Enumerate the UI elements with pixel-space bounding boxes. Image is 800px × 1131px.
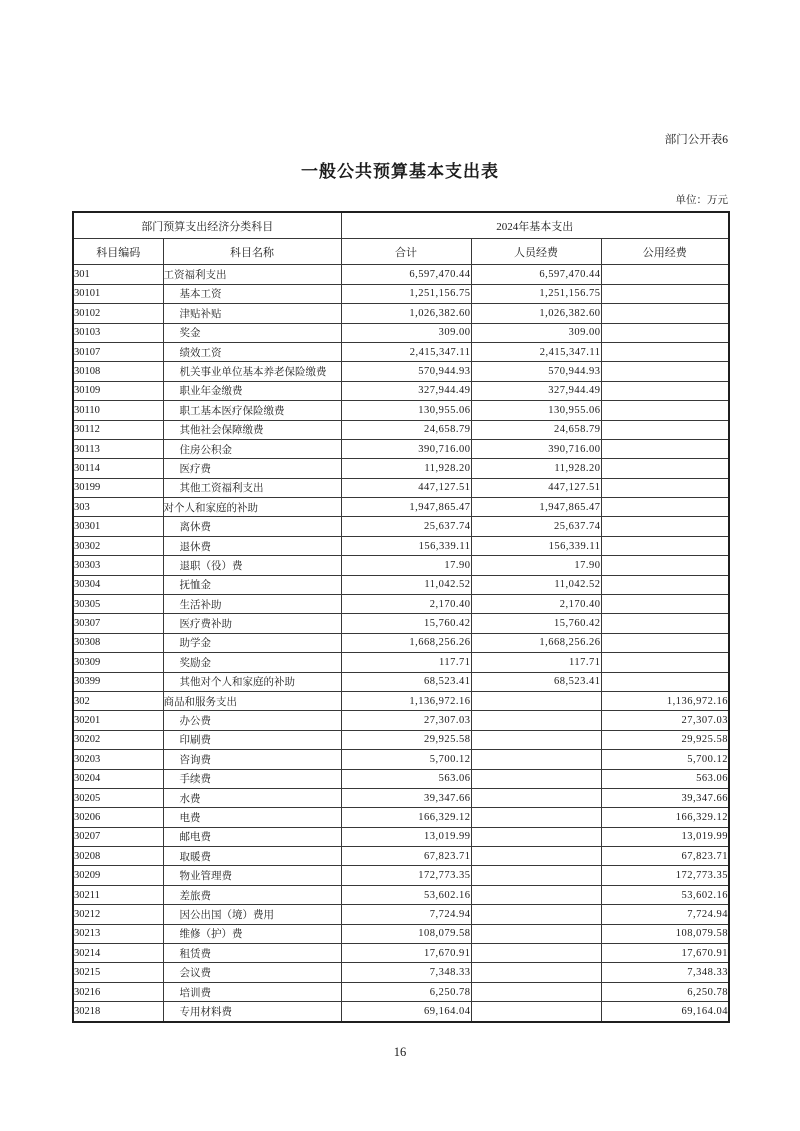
public-cell: 172,773.35 xyxy=(601,866,729,885)
code-cell: 30108 xyxy=(73,362,163,381)
code-cell: 30202 xyxy=(73,730,163,749)
personnel-cell: 15,760.42 xyxy=(471,614,601,633)
code-cell: 30308 xyxy=(73,633,163,652)
public-cell xyxy=(601,672,729,691)
public-cell xyxy=(601,401,729,420)
table-row xyxy=(73,711,729,730)
code-cell: 30203 xyxy=(73,750,163,769)
total-cell: 1,136,972.16 xyxy=(341,691,471,710)
personnel-cell xyxy=(471,827,601,846)
personnel-cell xyxy=(471,944,601,963)
personnel-cell xyxy=(471,730,601,749)
budget-table xyxy=(72,211,730,1022)
table-row xyxy=(73,827,729,846)
personnel-cell xyxy=(471,769,601,788)
table-row xyxy=(73,750,729,769)
table-row xyxy=(73,672,729,691)
personnel-cell: 327,944.49 xyxy=(471,381,601,400)
public-cell xyxy=(601,381,729,400)
name-cell: 物业管理费 xyxy=(163,866,341,885)
name-cell: 电费 xyxy=(163,808,341,827)
name-cell: 其他社会保障缴费 xyxy=(163,420,341,439)
name-cell: 水费 xyxy=(163,788,341,807)
public-cell: 67,823.71 xyxy=(601,847,729,866)
personnel-cell: 11,042.52 xyxy=(471,575,601,594)
code-cell: 30211 xyxy=(73,885,163,904)
name-cell: 培训费 xyxy=(163,982,341,1001)
personnel-cell xyxy=(471,788,601,807)
table-row xyxy=(73,459,729,478)
personnel-cell: 17.90 xyxy=(471,556,601,575)
total-cell: 11,928.20 xyxy=(341,459,471,478)
table-row xyxy=(73,1002,729,1022)
personnel-cell: 6,597,470.44 xyxy=(471,265,601,284)
table-row xyxy=(73,924,729,943)
name-cell: 住房公积金 xyxy=(163,439,341,458)
total-cell: 130,955.06 xyxy=(341,401,471,420)
code-cell: 30207 xyxy=(73,827,163,846)
name-cell: 其他工资福利支出 xyxy=(163,478,341,497)
name-cell: 抚恤金 xyxy=(163,575,341,594)
total-cell: 11,042.52 xyxy=(341,575,471,594)
name-cell: 咨询费 xyxy=(163,750,341,769)
public-cell xyxy=(601,517,729,536)
public-cell: 6,250.78 xyxy=(601,982,729,1001)
total-cell: 563.06 xyxy=(341,769,471,788)
table-row xyxy=(73,401,729,420)
personnel-cell: 11,928.20 xyxy=(471,459,601,478)
public-cell: 39,347.66 xyxy=(601,788,729,807)
personnel-cell xyxy=(471,905,601,924)
code-cell: 30112 xyxy=(73,420,163,439)
total-cell: 108,079.58 xyxy=(341,924,471,943)
column-header-personnel: 人员经费 xyxy=(471,239,601,265)
table-row xyxy=(73,595,729,614)
total-cell: 67,823.71 xyxy=(341,847,471,866)
name-cell: 职工基本医疗保险缴费 xyxy=(163,401,341,420)
personnel-cell: 24,658.79 xyxy=(471,420,601,439)
public-cell xyxy=(601,653,729,672)
name-cell: 奖励金 xyxy=(163,653,341,672)
code-cell: 30399 xyxy=(73,672,163,691)
table-row xyxy=(73,691,729,710)
table-row xyxy=(73,439,729,458)
table-row xyxy=(73,323,729,342)
personnel-cell xyxy=(471,1002,601,1022)
name-cell: 取暖费 xyxy=(163,847,341,866)
personnel-cell: 25,637.74 xyxy=(471,517,601,536)
table-row xyxy=(73,982,729,1001)
public-cell: 7,724.94 xyxy=(601,905,729,924)
table-row xyxy=(73,885,729,904)
name-cell: 医疗费 xyxy=(163,459,341,478)
personnel-cell: 309.00 xyxy=(471,323,601,342)
name-cell: 职业年金缴费 xyxy=(163,381,341,400)
name-cell: 绩效工资 xyxy=(163,342,341,361)
total-cell: 2,415,347.11 xyxy=(341,342,471,361)
table-row xyxy=(73,265,729,284)
total-cell: 39,347.66 xyxy=(341,788,471,807)
public-cell: 69,164.04 xyxy=(601,1002,729,1022)
code-cell: 303 xyxy=(73,498,163,517)
table-row xyxy=(73,304,729,323)
code-cell: 30205 xyxy=(73,788,163,807)
code-cell: 30102 xyxy=(73,304,163,323)
code-cell: 30302 xyxy=(73,536,163,555)
name-cell: 工资福利支出 xyxy=(163,265,341,284)
code-cell: 30216 xyxy=(73,982,163,1001)
code-cell: 30303 xyxy=(73,556,163,575)
name-cell: 基本工资 xyxy=(163,284,341,303)
personnel-cell xyxy=(471,924,601,943)
total-cell: 156,339.11 xyxy=(341,536,471,555)
table-row xyxy=(73,866,729,885)
public-cell: 27,307.03 xyxy=(601,711,729,730)
total-cell: 17.90 xyxy=(341,556,471,575)
column-header-name: 科目名称 xyxy=(163,239,341,265)
code-cell: 30309 xyxy=(73,653,163,672)
code-cell: 30109 xyxy=(73,381,163,400)
column-header-public: 公用经费 xyxy=(601,239,729,265)
total-cell: 327,944.49 xyxy=(341,381,471,400)
public-cell: 166,329.12 xyxy=(601,808,729,827)
total-cell: 25,637.74 xyxy=(341,517,471,536)
column-header-code: 科目编码 xyxy=(73,239,163,265)
personnel-cell: 1,947,865.47 xyxy=(471,498,601,517)
name-cell: 医疗费补助 xyxy=(163,614,341,633)
name-cell: 商品和服务支出 xyxy=(163,691,341,710)
personnel-cell xyxy=(471,808,601,827)
public-cell xyxy=(601,536,729,555)
name-cell: 其他对个人和家庭的补助 xyxy=(163,672,341,691)
name-cell: 机关事业单位基本养老保险缴费 xyxy=(163,362,341,381)
public-cell xyxy=(601,265,729,284)
code-cell: 30110 xyxy=(73,401,163,420)
table-row xyxy=(73,575,729,594)
total-cell: 447,127.51 xyxy=(341,478,471,497)
public-cell xyxy=(601,459,729,478)
table-row xyxy=(73,517,729,536)
name-cell: 租赁费 xyxy=(163,944,341,963)
total-cell: 7,724.94 xyxy=(341,905,471,924)
column-header-total: 合计 xyxy=(341,239,471,265)
table-row xyxy=(73,730,729,749)
table-row xyxy=(73,381,729,400)
name-cell: 专用材料费 xyxy=(163,1002,341,1022)
public-cell: 108,079.58 xyxy=(601,924,729,943)
code-cell: 30305 xyxy=(73,595,163,614)
table-row xyxy=(73,284,729,303)
table-row xyxy=(73,614,729,633)
total-cell: 1,251,156.75 xyxy=(341,284,471,303)
code-cell: 30215 xyxy=(73,963,163,982)
total-cell: 309.00 xyxy=(341,323,471,342)
code-cell: 30214 xyxy=(73,944,163,963)
public-cell: 7,348.33 xyxy=(601,963,729,982)
personnel-cell: 2,415,347.11 xyxy=(471,342,601,361)
table-row xyxy=(73,944,729,963)
public-cell: 1,136,972.16 xyxy=(601,691,729,710)
table-row xyxy=(73,556,729,575)
public-cell xyxy=(601,556,729,575)
name-cell: 退职（役）费 xyxy=(163,556,341,575)
table-row xyxy=(73,847,729,866)
table-row xyxy=(73,498,729,517)
personnel-cell: 156,339.11 xyxy=(471,536,601,555)
table-body xyxy=(73,265,729,1022)
total-cell: 27,307.03 xyxy=(341,711,471,730)
total-cell: 7,348.33 xyxy=(341,963,471,982)
code-cell: 30103 xyxy=(73,323,163,342)
name-cell: 奖金 xyxy=(163,323,341,342)
name-cell: 生活补助 xyxy=(163,595,341,614)
name-cell: 办公费 xyxy=(163,711,341,730)
code-cell: 30212 xyxy=(73,905,163,924)
code-cell: 30213 xyxy=(73,924,163,943)
code-cell: 30218 xyxy=(73,1002,163,1022)
code-cell: 30304 xyxy=(73,575,163,594)
name-cell: 助学金 xyxy=(163,633,341,652)
total-cell: 172,773.35 xyxy=(341,866,471,885)
public-cell xyxy=(601,595,729,614)
name-cell: 对个人和家庭的补助 xyxy=(163,498,341,517)
name-cell: 邮电费 xyxy=(163,827,341,846)
personnel-cell xyxy=(471,963,601,982)
public-cell xyxy=(601,420,729,439)
public-cell xyxy=(601,304,729,323)
public-cell: 53,602.16 xyxy=(601,885,729,904)
code-cell: 30101 xyxy=(73,284,163,303)
public-cell xyxy=(601,498,729,517)
total-cell: 24,658.79 xyxy=(341,420,471,439)
code-cell: 30307 xyxy=(73,614,163,633)
header-group-subject: 部门预算支出经济分类科目 xyxy=(73,212,341,239)
personnel-cell: 1,251,156.75 xyxy=(471,284,601,303)
code-cell: 30113 xyxy=(73,439,163,458)
total-cell: 1,026,382.60 xyxy=(341,304,471,323)
table-row xyxy=(73,769,729,788)
table-row xyxy=(73,905,729,924)
total-cell: 68,523.41 xyxy=(341,672,471,691)
code-cell: 30199 xyxy=(73,478,163,497)
personnel-cell xyxy=(471,711,601,730)
public-cell xyxy=(601,439,729,458)
table-row xyxy=(73,342,729,361)
public-cell: 17,670.91 xyxy=(601,944,729,963)
total-cell: 6,250.78 xyxy=(341,982,471,1001)
name-cell: 会议费 xyxy=(163,963,341,982)
code-cell: 30201 xyxy=(73,711,163,730)
personnel-cell: 1,026,382.60 xyxy=(471,304,601,323)
code-cell: 30301 xyxy=(73,517,163,536)
personnel-cell xyxy=(471,866,601,885)
code-cell: 302 xyxy=(73,691,163,710)
doc-sheet-label: 部门公开表6 xyxy=(664,134,728,146)
personnel-cell: 1,668,256.26 xyxy=(471,633,601,652)
name-cell: 退休费 xyxy=(163,536,341,555)
name-cell: 离休费 xyxy=(163,517,341,536)
table-row xyxy=(73,633,729,652)
page-content xyxy=(72,0,728,1060)
table-row xyxy=(73,478,729,497)
header-columns-row xyxy=(73,239,729,265)
public-cell: 13,019.99 xyxy=(601,827,729,846)
total-cell: 15,760.42 xyxy=(341,614,471,633)
public-cell xyxy=(601,633,729,652)
total-cell: 117.71 xyxy=(341,653,471,672)
name-cell: 津贴补贴 xyxy=(163,304,341,323)
code-cell: 301 xyxy=(73,265,163,284)
code-cell: 30107 xyxy=(73,342,163,361)
code-cell: 30208 xyxy=(73,847,163,866)
total-cell: 6,597,470.44 xyxy=(341,265,471,284)
personnel-cell: 130,955.06 xyxy=(471,401,601,420)
total-cell: 570,944.93 xyxy=(341,362,471,381)
personnel-cell xyxy=(471,847,601,866)
public-cell xyxy=(601,362,729,381)
public-cell: 29,925.58 xyxy=(601,730,729,749)
table-row xyxy=(73,536,729,555)
table-row xyxy=(73,963,729,982)
public-cell xyxy=(601,614,729,633)
header-group-row xyxy=(73,212,729,239)
code-cell: 30206 xyxy=(73,808,163,827)
name-cell: 差旅费 xyxy=(163,885,341,904)
name-cell: 手续费 xyxy=(163,769,341,788)
unit-note: 单位：万元 xyxy=(675,195,728,207)
personnel-cell: 447,127.51 xyxy=(471,478,601,497)
total-cell: 5,700.12 xyxy=(341,750,471,769)
total-cell: 17,670.91 xyxy=(341,944,471,963)
total-cell: 390,716.00 xyxy=(341,439,471,458)
personnel-cell xyxy=(471,691,601,710)
name-cell: 维修（护）费 xyxy=(163,924,341,943)
table-row xyxy=(73,653,729,672)
public-cell: 563.06 xyxy=(601,769,729,788)
total-cell: 29,925.58 xyxy=(341,730,471,749)
public-cell xyxy=(601,575,729,594)
total-cell: 166,329.12 xyxy=(341,808,471,827)
total-cell: 69,164.04 xyxy=(341,1002,471,1022)
name-cell: 印刷费 xyxy=(163,730,341,749)
table-row xyxy=(73,808,729,827)
code-cell: 30114 xyxy=(73,459,163,478)
public-cell xyxy=(601,323,729,342)
personnel-cell: 2,170.40 xyxy=(471,595,601,614)
total-cell: 1,668,256.26 xyxy=(341,633,471,652)
total-cell: 2,170.40 xyxy=(341,595,471,614)
table-header xyxy=(73,212,729,265)
personnel-cell xyxy=(471,982,601,1001)
table-row xyxy=(73,362,729,381)
personnel-cell: 117.71 xyxy=(471,653,601,672)
table-row xyxy=(73,788,729,807)
total-cell: 53,602.16 xyxy=(341,885,471,904)
public-cell xyxy=(601,284,729,303)
total-cell: 13,019.99 xyxy=(341,827,471,846)
table-row xyxy=(73,420,729,439)
code-cell: 30209 xyxy=(73,866,163,885)
personnel-cell: 68,523.41 xyxy=(471,672,601,691)
personnel-cell xyxy=(471,750,601,769)
name-cell: 因公出国（境）费用 xyxy=(163,905,341,924)
code-cell: 30204 xyxy=(73,769,163,788)
personnel-cell xyxy=(471,885,601,904)
public-cell xyxy=(601,342,729,361)
personnel-cell: 570,944.93 xyxy=(471,362,601,381)
page-title: 一般公共预算基本支出表 xyxy=(301,162,499,181)
total-cell: 1,947,865.47 xyxy=(341,498,471,517)
public-cell: 5,700.12 xyxy=(601,750,729,769)
header-group-year: 2024年基本支出 xyxy=(341,212,729,239)
public-cell xyxy=(601,478,729,497)
personnel-cell: 390,716.00 xyxy=(471,439,601,458)
page-number: 16 xyxy=(393,1044,407,1059)
